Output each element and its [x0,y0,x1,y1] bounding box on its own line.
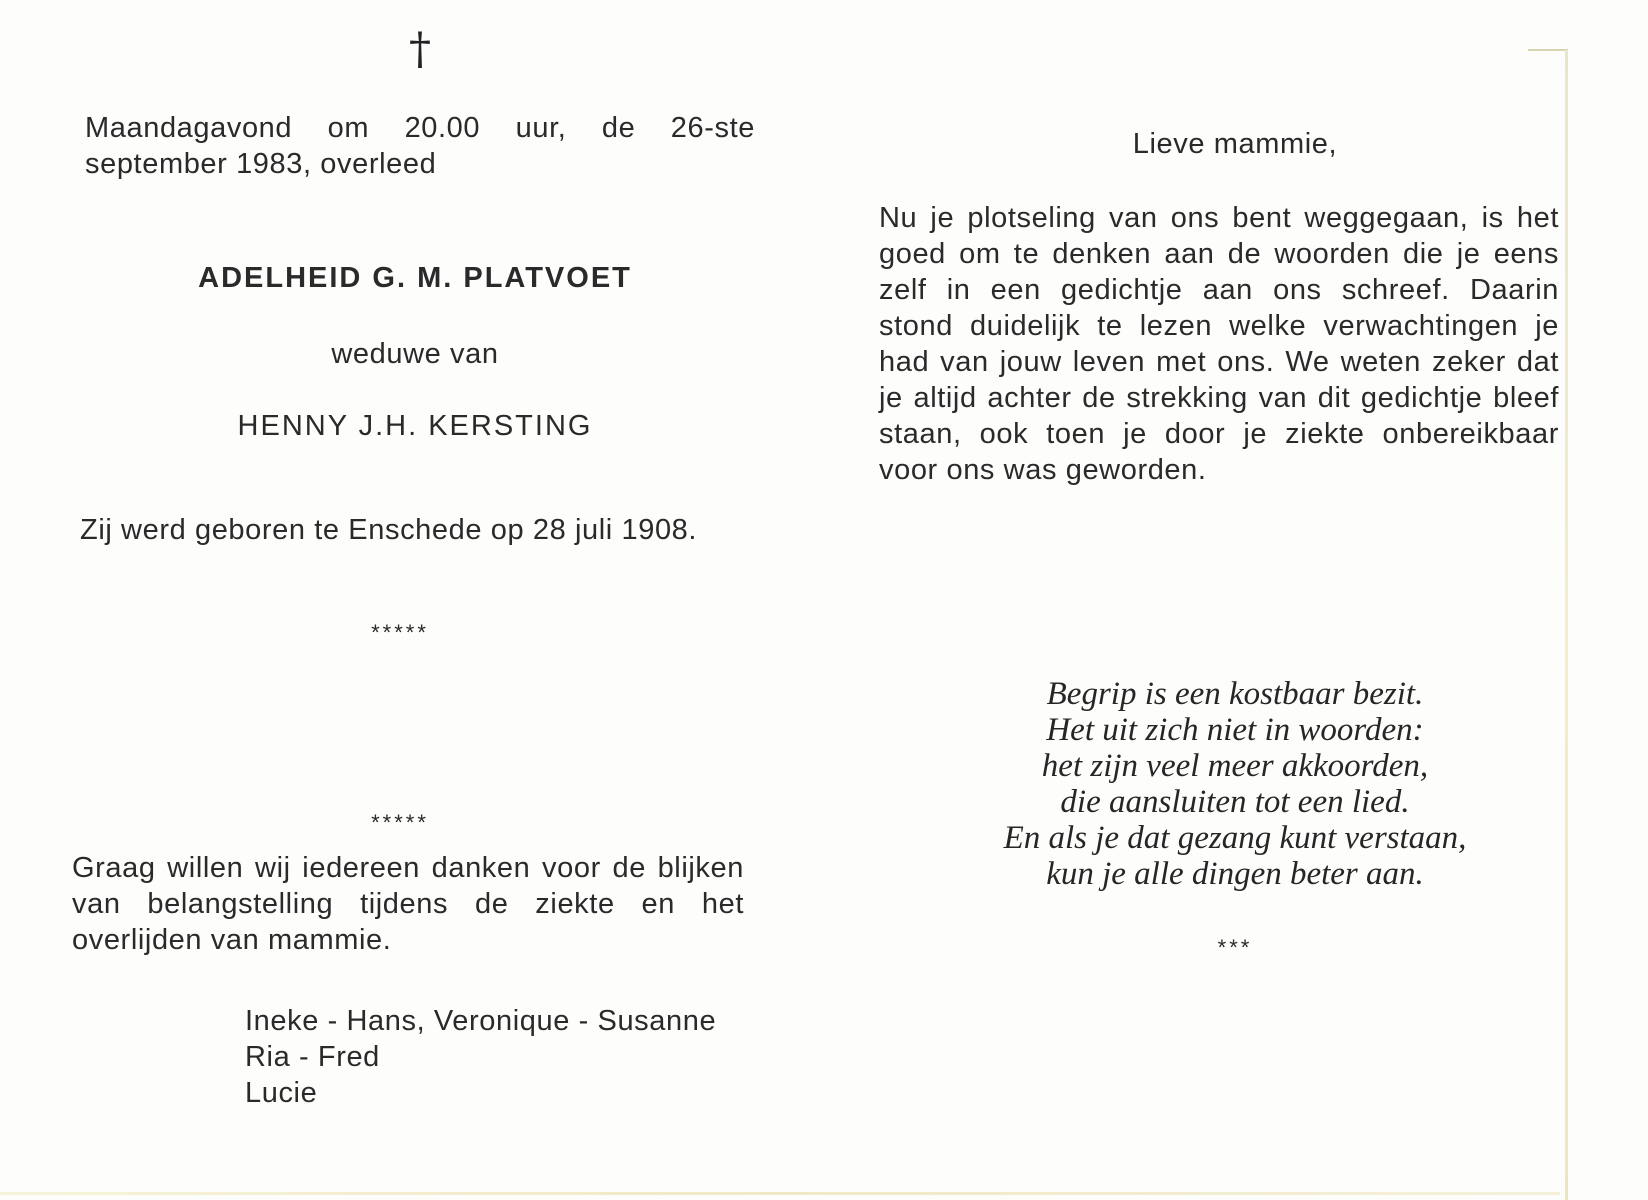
widow-of-label: weduwe van [331,338,499,370]
paper-bottom-edge [0,1192,1560,1195]
husband-name: HENNY J.H. KERSTING [237,410,593,442]
separator-stars-1: ***** [371,620,429,645]
family-line: Ria - Fred [245,1041,380,1073]
poem-line: die aansluiten tot een lied. [1060,784,1410,820]
poem-line: kun je alle dingen beter aan. [1046,856,1424,892]
cross-icon: † [409,24,431,75]
family-line: Lucie [245,1077,318,1109]
separator-stars-2: ***** [371,810,429,835]
death-notice: Maandagavond om 20.00 uur, de 26-ste september 1983, overleed [85,112,755,180]
poem-line: Begrip is een kostbaar bezit. [1046,676,1424,712]
paper-corner-edge [1528,49,1568,51]
poem [865,676,1605,892]
thanks-text: Graag willen wij iedereen danken voor de blijken van belangstelling tijdens de ziekte en het overlijden van mammie. [72,852,744,956]
family-signatures [245,1003,765,1111]
poem-line: En als je dat gezang kunt verstaan, [1003,820,1467,856]
birth-notice: Zij werd geboren te Enschede op 28 juli 1908. [80,514,698,546]
letter-salutation: Lieve mammie, [1132,128,1338,160]
paper-right-edge [1565,50,1568,1200]
letter-body: Nu je plotseling van ons bent weggegaan, is het goed om te denken aan de woorden die je eens zelf in een gedichtje aan ons schreef. Daarin stond duidelijk te lezen welke verwachtingen je had van jouw leven met ons. We weten zeker dat je altijd achter de strekking van dit gedichtje bleef staan, ook toen je door je ziekte onbereikbaar voor ons was geworden. [879,202,1559,486]
separator-stars-3: *** [1217,935,1253,960]
poem-line: het zijn veel meer akkoorden, [1041,748,1429,784]
deceased-name: ADELHEID G. M. PLATVOET [198,262,632,294]
poem-line: Het uit zich niet in woorden: [1046,712,1424,748]
family-line: Ineke - Hans, Veronique - Susanne [245,1005,717,1037]
